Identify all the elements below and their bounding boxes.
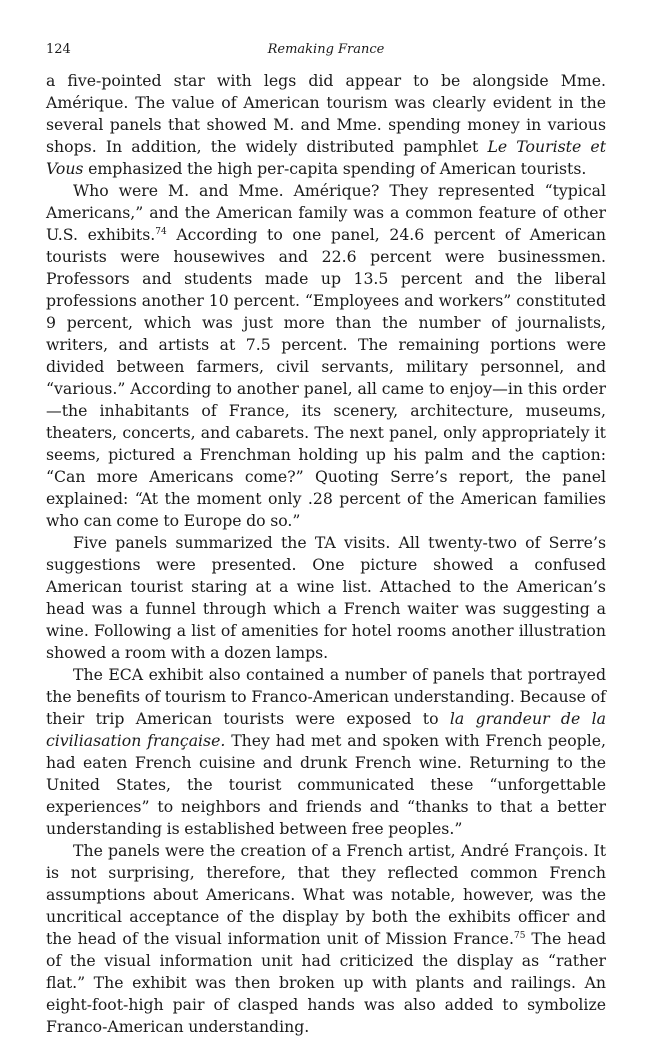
running-head [46, 40, 606, 60]
paragraph-text: Five panels summarized the TA visits. All twenty-two of Serre’s suggestions were presented. One picture showed a confused American tourist staring at a wine list. Attached to the American’s head was a funnel through which a French waiter was suggesting a wine. Following a list of amenities for hotel rooms another illustration showed a room with a dozen lamps. [46, 533, 606, 662]
italic-french-phrase: la grandeur de la civiliasation française. [46, 709, 606, 750]
paragraph-text: According to one panel, 24.6 percent of American tourists were housewives and 22.6 percent were businessmen. Professors and students made up 13.5 percent and the liberal professions another 10 percent. “Employees and workers” constituted 9 percent, which was just more than the number of journalists, writers, and artists at 7.5 percent. The remaining portions were divided between farmers, civil servants, military personnel, and “various.” According to another panel, all came to enjoy—in this order—the inhabitants of France, its scenery, architecture, museums, theaters, concerts, and cabarets. The next panel, only appropriately it seems, pictured a Frenchman holding up his palm and the caption: “Can more Americans come?” Quoting Serre’s report, the panel explained: “At the moment only .28 percent of the American families who can come to Europe do so.” [46, 225, 606, 530]
running-title: Remaking France [267, 42, 385, 57]
paragraph-4 [46, 664, 606, 840]
footnote-marker-75: 75 [513, 931, 526, 941]
footnote-marker-74: 74 [155, 227, 167, 237]
paragraph-3 [46, 532, 606, 664]
paragraph-text: emphasized the high per-capita spending of American tourists. [83, 159, 587, 178]
paragraph-5 [46, 840, 606, 1038]
page-number: 124 [46, 42, 71, 57]
paragraph-text: The panels were the creation of a French artist, André François. It is not surprising, therefore, that they reflected common French assumptions about Americans. What was notable, however, was the uncritical acceptance of the display by both the exhibits officer and the head of the visual information unit of Mission France. [46, 841, 606, 948]
paragraph-text: The ECA exhibit also contained a number of panels that portrayed the benefits of tourism to Franco-American understanding. Because of their trip American tourists were exposed to [46, 665, 606, 728]
paragraph-text: a five-pointed star with legs did appear to be alongside Mme. Amérique. The value of American tourism was clearly evident in the several panels that showed M. and Mme. spending money in various shops. In addition, the widely distributed pamphlet [46, 71, 606, 156]
book-page [46, 40, 606, 1038]
paragraph-1 [46, 70, 606, 180]
paragraph-text: They had met and spoken with French people, had eaten French cuisine and drunk French wine. Returning to the United States, the tourist communicated these “unforgettable experiences” to neighbors and friends and “thanks to that a better understanding is established between free peoples.” [46, 731, 606, 838]
paragraph-text: The head of the visual information unit had criticized the display as “rather flat.” The exhibit was then broken up with plants and railings. An eight-foot-high pair of clasped hands was also added to symbolize Franco-American understanding. [46, 929, 606, 1036]
body-text [46, 70, 606, 1038]
italic-pamphlet-title: Le Touriste et Vous [46, 137, 606, 178]
paragraph-text: Who were M. and Mme. Amérique? They represented “typical Americans,” and the American family was a common feature of other U.S. exhibits. [46, 181, 606, 244]
paragraph-2 [46, 180, 606, 532]
